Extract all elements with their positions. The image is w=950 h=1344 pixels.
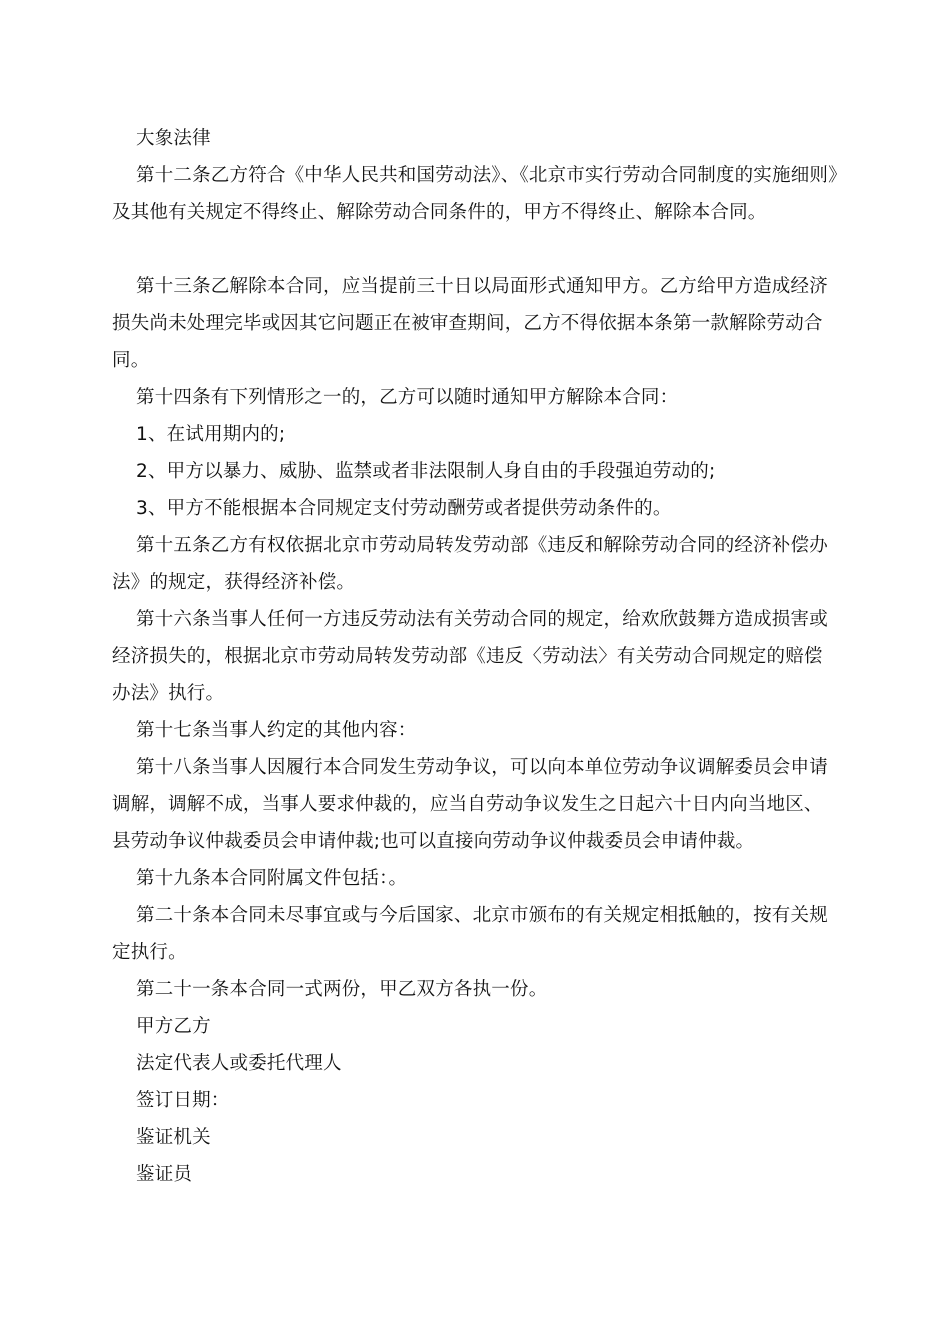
article-14: 第十四条有下列情形之一的，乙方可以随时通知甲方解除本合同： <box>136 387 679 408</box>
article-14-item-1: 1、在试用期内的; <box>136 424 286 445</box>
document-body <box>112 120 840 1193</box>
article-14-item-2: 2、甲方以暴力、威胁、监禁或者非法限制人身自由的手段强迫劳动的; <box>136 461 716 482</box>
article-15: 第十五条乙方有权依据北京市劳动局转发劳动部《违反和解除劳动合同的经济补偿办法》的规定，获得经济补偿。 <box>112 535 828 593</box>
article-17: 第十七条当事人约定的其他内容： <box>136 720 417 741</box>
signature-witness: 鉴证员 <box>136 1164 193 1185</box>
article-12: 第十二条乙方符合《中华人民共和国劳动法》、《北京市实行劳动合同制度的实施细则》及其他有关规定不得终止、解除劳动合同条件的，甲方不得终止、解除本合同。 <box>112 165 838 223</box>
article-20: 第二十条本合同未尽事宜或与今后国家、北京市颁布的有关规定相抵触的，按有关规定执行。 <box>112 905 828 963</box>
signature-date: 签订日期： <box>136 1090 230 1111</box>
article-19: 第十九条本合同附属文件包括：。 <box>136 868 408 889</box>
signature-parties: 甲方乙方 <box>136 1016 211 1037</box>
signature-representative: 法定代表人或委托代理人 <box>136 1053 342 1074</box>
article-13: 第十三条乙解除本合同，应当提前三十日以局面形式通知甲方。乙方给甲方造成经济损失尚未处理完毕或因其它问题正在被审查期间，乙方不得依据本条第一款解除劳动合同。 <box>112 276 828 371</box>
article-16: 第十六条当事人任何一方违反劳动法有关劳动合同的规定，给欢欣鼓舞方造成损害或经济损失的，根据北京市劳动局转发劳动部《违反〈劳动法〉有关劳动合同规定的赔偿办法》执行。 <box>112 609 828 704</box>
article-14-item-3: 3、甲方不能根据本合同规定支付劳动酬劳或者提供劳动条件的。 <box>136 498 672 519</box>
document-heading: 大象法律 <box>136 128 211 149</box>
article-18: 第十八条当事人因履行本合同发生劳动争议，可以向本单位劳动争议调解委员会申请调解，调解不成，当事人要求仲裁的，应当自劳动争议发生之日起六十日内向当地区、县劳动争议仲裁委员会申请仲裁;也可以直接向劳动争议仲裁委员会申请仲裁。 <box>112 757 828 852</box>
article-21: 第二十一条本合同一式两份，甲乙双方各执一份。 <box>136 979 548 1000</box>
signature-authority: 鉴证机关 <box>136 1127 211 1148</box>
